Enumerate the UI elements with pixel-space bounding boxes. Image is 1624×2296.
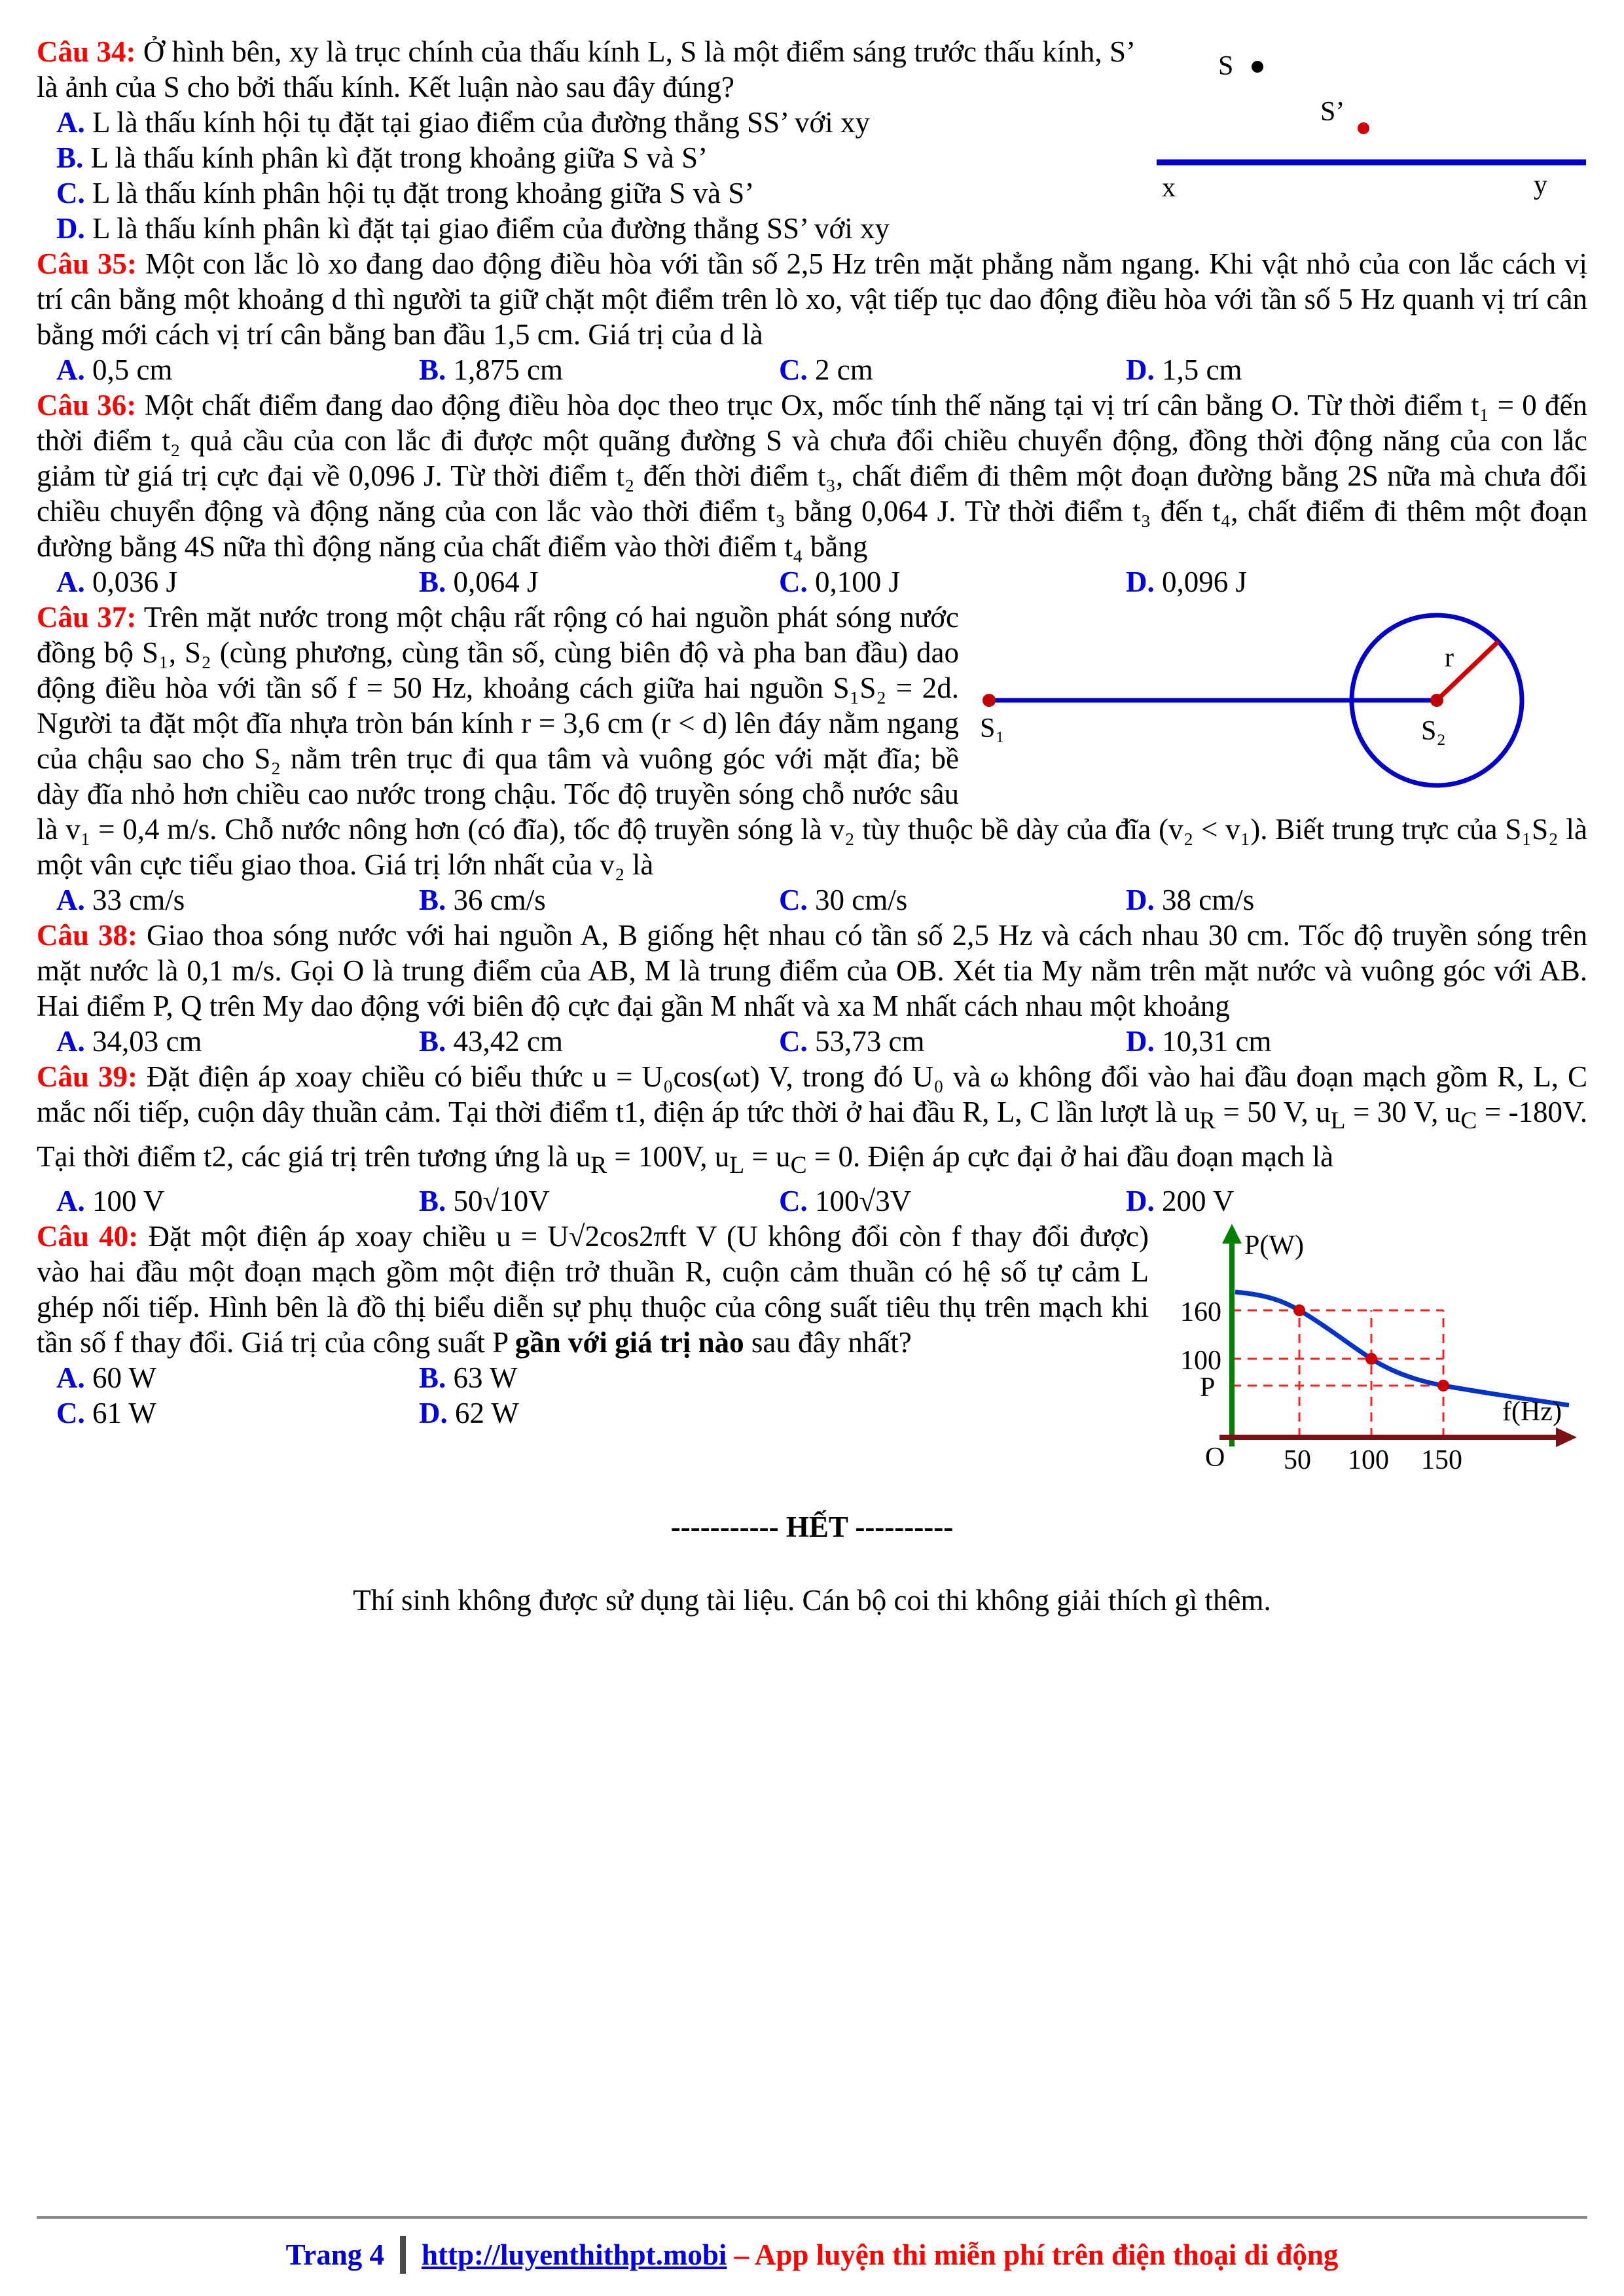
option-key: B. (419, 1361, 446, 1394)
option-text: 0,100 J (815, 565, 901, 598)
option-key: D. (419, 1397, 448, 1429)
x-tick-50: 50 (1284, 1445, 1311, 1475)
point-s-dot (1252, 61, 1263, 73)
option-text: 60 W (92, 1361, 156, 1394)
closing-note: Thí sinh không được sử dụng tài liệu. Cán bộ coi thi không giải thích gì thêm. (353, 1584, 1271, 1617)
option-b (419, 352, 563, 387)
x-tick-100: 100 (1348, 1445, 1389, 1475)
option-text: 0,064 J (453, 565, 539, 598)
x-tick-150: 150 (1421, 1445, 1462, 1475)
question-number: Câu 35: (37, 247, 137, 280)
option-text: 200 V (1162, 1185, 1235, 1217)
y-tick-p: P (1200, 1372, 1216, 1403)
footer-separator (400, 2236, 406, 2274)
option-key: C. (56, 1397, 85, 1429)
option-d (1126, 882, 1254, 918)
source-s2-dot (1430, 694, 1443, 707)
option-a (56, 352, 172, 387)
option-text: 43,42 cm (453, 1025, 563, 1058)
option-text: 0,5 cm (92, 353, 173, 386)
option-key: B. (419, 1025, 446, 1058)
option-key: C. (779, 353, 808, 386)
option-key: B. (56, 141, 84, 174)
question-body-bold: gần với giá trị nào (514, 1326, 744, 1359)
option-text: 100 V (92, 1185, 165, 1217)
option-key: A. (56, 1185, 85, 1217)
option-c (779, 352, 873, 387)
point-s-prime-label: S’ (1320, 97, 1345, 127)
question-number: Câu 34: (37, 35, 136, 68)
option-key: C. (779, 1025, 808, 1058)
question-text (37, 387, 1587, 564)
question-number: Câu 38: (37, 919, 138, 952)
option-key: C. (779, 565, 808, 598)
options-row (37, 564, 1587, 600)
options-row (37, 1024, 1587, 1059)
source-s1-label: S₁ (980, 713, 1005, 744)
lens-axis-figure (1155, 37, 1587, 200)
option-text: 2 cm (815, 353, 873, 386)
option-text: L là thấu kính phân hội tụ đặt trong khoảng giữa S và S’ (92, 177, 755, 209)
option-key: A. (56, 1025, 85, 1058)
power-frequency-graph (1168, 1221, 1587, 1487)
question-text (37, 246, 1587, 352)
option-key: D. (56, 212, 85, 245)
option-c (779, 882, 907, 918)
option-a (56, 882, 185, 918)
option-key: D. (1126, 884, 1155, 916)
end-marker: ----------- HẾT ---------- (670, 1511, 954, 1543)
option-key: C. (779, 884, 808, 916)
radius-label: r (1445, 643, 1454, 673)
question-number: Câu 37: (37, 601, 137, 634)
option-text: 33 cm/s (92, 884, 185, 916)
option-text: 50√10V (453, 1185, 550, 1217)
question-body: Ở hình bên, xy là trục chính của thấu kính L, S là một điểm sáng trước thấu kính, S’ là ảnh của S cho bởi thấu kính. Kết luận nào sau đây đúng? (37, 35, 1136, 103)
option-text: 30 cm/s (815, 884, 908, 916)
footer (37, 2236, 1587, 2274)
question-37 (37, 600, 1587, 918)
point-s-prime-dot (1358, 122, 1369, 134)
option-key: D. (1126, 1185, 1155, 1217)
option-b (419, 1360, 517, 1395)
option-key: B. (419, 353, 446, 386)
question-number: Câu 36: (37, 389, 137, 422)
question-body: Một con lắc lò xo đang dao động điều hòa với tần số 2,5 Hz trên mặt phẳng nằm ngang. Khi vật nhỏ của con lắc cách vị trí cân bằng một khoảng d thì người ta giữ chặt một điểm trên lò xo, vật tiếp tục dao động điều hòa với tần số 5 Hz quanh vị trí cân bằng mới cách vị trí cân bằng ban đầu 1,5 cm. Giá trị của d là (37, 247, 1588, 351)
option-key: A. (56, 106, 85, 139)
options-row (37, 1360, 1587, 1395)
option-text: L là thấu kính phân kì đặt tại giao điểm của đường thẳng SS’ với xy (92, 212, 890, 245)
option-b (419, 564, 539, 600)
options-row (37, 1183, 1587, 1219)
question-39 (37, 1059, 1587, 1219)
option-text: 34,03 cm (92, 1025, 202, 1058)
option-key: A. (56, 884, 85, 916)
origin-label: O (1205, 1443, 1225, 1473)
option-a (56, 1024, 202, 1059)
axis-x-label: x (1162, 173, 1176, 200)
options-row (37, 1395, 1587, 1431)
option-a (56, 564, 177, 600)
wave-sources-figure (979, 602, 1587, 798)
question-body: Giao thoa sóng nước với hai nguồn A, B giống hệt nhau có tần số 2,5 Hz và cách nhau 30 cm. Tốc độ truyền sóng trên mặt nước là 0,1 m/s. Gọi O là trung điểm của AB, M là trung điểm của OB. Xét tia My nằm trên mặt nước và vuông góc với AB. Hai điểm P, Q trên My dao động với biên độ cực đại gần M nhất và xa M nhất cách nhau một khoảng (37, 919, 1587, 1022)
page-number-label: Trang 4 (285, 2238, 385, 2271)
f-axis-label: f(Hz) (1502, 1397, 1562, 1427)
option-text: 62 W (455, 1397, 519, 1429)
option-key: C. (56, 177, 85, 209)
option-c (779, 1024, 924, 1059)
option-text: 38 cm/s (1162, 884, 1255, 916)
option-key: C. (779, 1185, 808, 1217)
option-text: 61 W (92, 1397, 156, 1429)
question-text (37, 600, 1587, 882)
question-34 (37, 34, 1587, 246)
option-b (419, 1024, 563, 1059)
options-row (37, 882, 1587, 918)
option-text: 63 W (453, 1361, 518, 1394)
question-40 (37, 1219, 1587, 1475)
option-key: A. (56, 1361, 85, 1394)
option-d (1126, 1024, 1271, 1059)
option-d (1126, 1183, 1234, 1219)
option-text: 10,31 cm (1162, 1025, 1272, 1058)
option-d (37, 211, 1587, 246)
option-text: 0,036 J (92, 565, 178, 598)
option-key: B. (419, 884, 446, 916)
option-a (56, 1360, 156, 1395)
option-text: L là thấu kính phân kì đặt trong khoảng giữa S và S’ (90, 141, 708, 174)
option-text: 36 cm/s (453, 884, 546, 916)
option-c (779, 564, 900, 600)
option-c (56, 1395, 156, 1431)
option-b (419, 882, 546, 918)
option-key: B. (419, 1185, 446, 1217)
question-38 (37, 918, 1587, 1059)
question-number: Câu 40: (37, 1220, 139, 1253)
option-text: 1,875 cm (453, 353, 563, 386)
question-text (37, 918, 1587, 1024)
option-text: 100√3V (815, 1185, 912, 1217)
option-text: L là thấu kính hội tụ đặt tại giao điểm của đường thẳng SS’ với xy (92, 106, 871, 139)
source-s2-label: S₂ (1421, 716, 1447, 746)
option-c (779, 1183, 911, 1219)
option-key: D. (1126, 353, 1155, 386)
options-row (37, 352, 1587, 387)
y-tick-160: 160 (1180, 1297, 1221, 1327)
option-a (56, 1183, 164, 1219)
y-axis-arrow (1222, 1224, 1242, 1244)
question-body-post: sau đây nhất? (744, 1326, 912, 1359)
data-point-50hz (1293, 1304, 1305, 1316)
footer-link[interactable]: http://luyenthithpt.mobi (422, 2238, 727, 2271)
option-text: 1,5 cm (1162, 353, 1242, 386)
question-body-pre: Đặt một điện áp xoay chiều u = U√2cos2πft V (U không đổi còn f thay đổi được) vào hai đầu một đoạn mạch gồm một điện trở thuần R, cuộn cảm thuần có hệ số tự cảm L ghép nối tiếp. Hình bên là đồ thị biểu diễn sự phụ thuộc của công suất tiêu thụ trên mạch khi tần số f thay đổi. Giá trị của công suất P (37, 1220, 1149, 1359)
question-35 (37, 246, 1587, 387)
question-body: Đặt điện áp xoay chiều có biểu thức u = U₀cos(ωt) V, trong đó U₀ và ω không đổi vào hai đầu đoạn mạch gồm R, L, C mắc nối tiếp, cuộn dây thuần cảm. Tại thời điểm t1, điện áp tức thời ở hai đầu R, L, C lần lượt là $u_R = 50$ V, $u_L = 30$ V, $u_C = -180V$. Tại thời điểm t2, các giá trị trên tương ứng là $u_R = 100V$, $u_L = u_C = 0$. Điện áp cực đại ở hai đầu đoạn mạch là (37, 1060, 1588, 1179)
option-key: D. (1126, 565, 1155, 598)
point-s-label: S (1218, 51, 1234, 81)
option-d (1126, 564, 1247, 600)
question-body: Một chất điểm đang dao động điều hòa dọc theo trục Ox, mốc tính thế năng tại vị trí cân bằng O. Từ thời điểm t₁ = 0 đến thời điểm t₂ quả cầu của con lắc đi được một quãng đường S và chưa đổi chiều chuyển động, đồng thời động năng của con lắc giảm từ giá trị cực đại về 0,096 J. Từ thời điểm t₂ đến thời điểm t₃, chất điểm đi thêm một đoạn đường bằng 2S nữa mà chưa đổi chiều chuyển động và động năng của con lắc vào thời điểm t₃ bằng 0,064 J. Từ thời điểm t₃ đến t₄, chất điểm đi thêm một đoạn đường bằng 4S nữa thì động năng của chất điểm vào thời điểm t₄ bằng (37, 389, 1588, 563)
option-key: B. (419, 565, 446, 598)
option-key: A. (56, 565, 85, 598)
p-axis-label: P(W) (1244, 1230, 1304, 1261)
footer-note: – App luyện thi miễn phí trên điện thoại di động (734, 2238, 1339, 2271)
question-36 (37, 387, 1587, 600)
question-number: Câu 39: (37, 1060, 137, 1093)
option-key: D. (1126, 1025, 1155, 1058)
option-text: 0,096 J (1162, 565, 1248, 598)
option-key: A. (56, 353, 85, 386)
source-s1-dot (983, 694, 996, 707)
question-text (37, 1059, 1587, 1183)
option-b (419, 1183, 550, 1219)
option-d (1126, 352, 1242, 387)
option-d (419, 1395, 519, 1431)
axis-y-label: y (1534, 170, 1547, 200)
option-text: 53,73 cm (815, 1025, 925, 1058)
question-body: Trên mặt nước trong một chậu rất rộng có hai nguồn phát sóng nước đồng bộ S₁, S₂ (cùng phương, cùng tần số, cùng biên độ và pha ban đầu) dao động điều hòa với tần số f = 50 Hz, khoảng cách giữa hai nguồn S₁S₂ = 2d. Người ta đặt một đĩa nhựa tròn bán kính r = 3,6 cm (r < d) lên đáy nằm ngang của chậu sao cho S₂ nằm trên trục đi qua tâm và vuông góc với mặt đĩa; bề dày đĩa nhỏ hơn chiều cao nước trong chậu. Tốc độ truyền sóng chỗ nước sâu là v₁ = 0,4 m/s. Chỗ nước nông hơn (có đĩa), tốc độ truyền sóng là v₂ tùy thuộc bề dày của đĩa (v₂ < v₁). Biết trung trực của S₁S₂ là một vân cực tiểu giao thoa. Giá trị lớn nhất của v₂ là (37, 601, 1587, 881)
y-tick-100: 100 (1180, 1346, 1221, 1376)
footer-rule (37, 2216, 1587, 2219)
